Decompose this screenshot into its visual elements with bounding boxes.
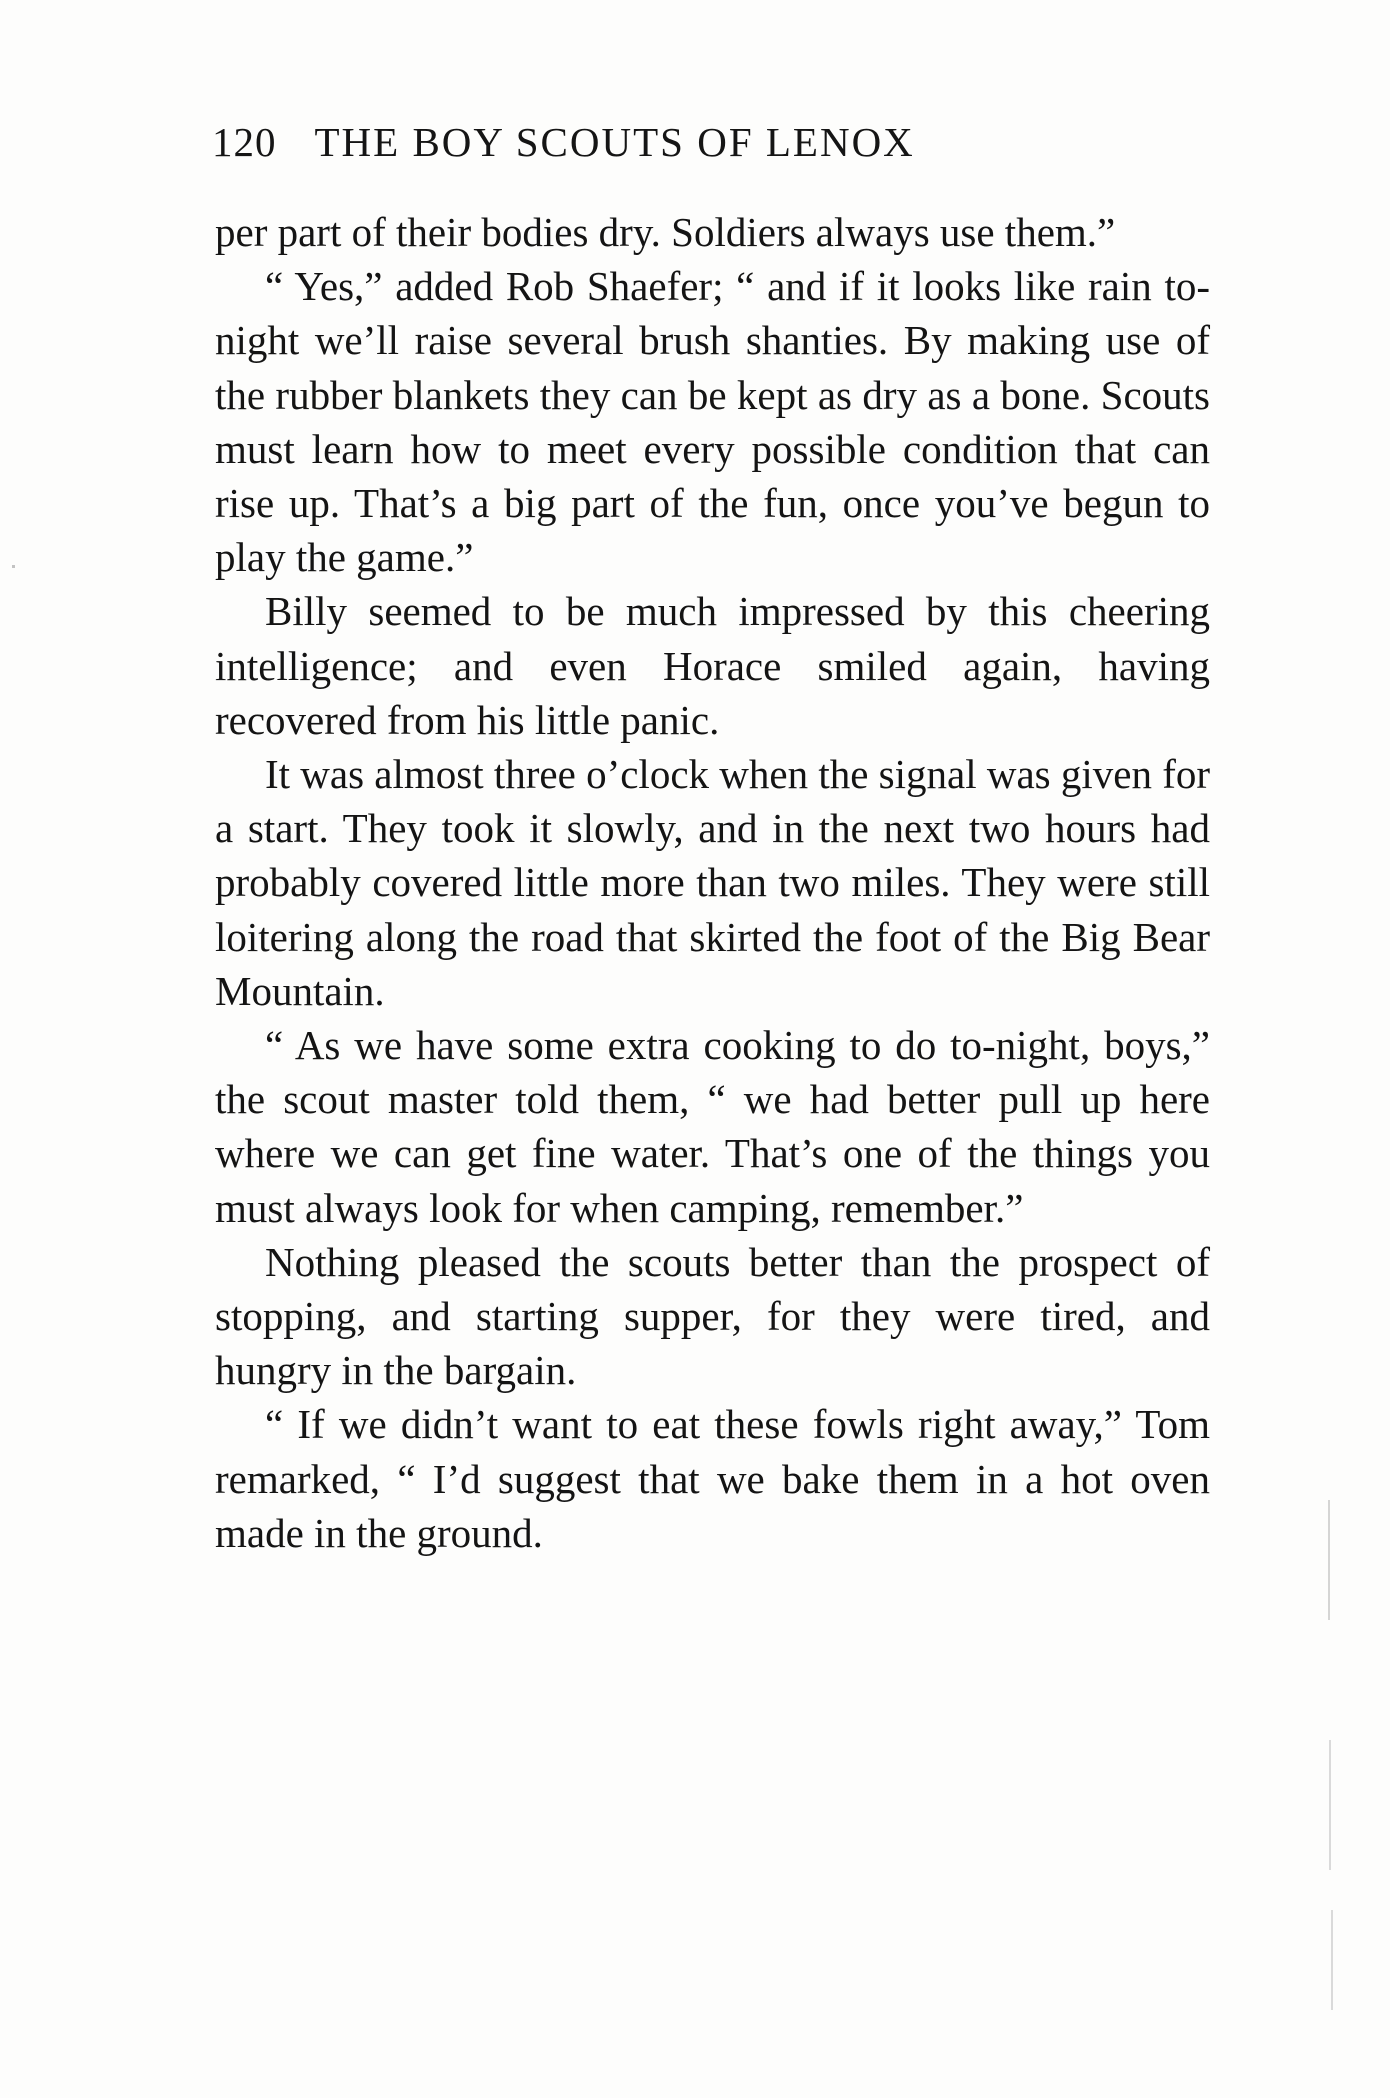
running-title: THE BOY SCOUTS OF LENOX: [314, 119, 915, 165]
running-head: [212, 118, 1212, 166]
paragraph: Nothing pleased the scouts better than the prospect of stopping, and starting supper, for they were tired, and hungry in the bargain.: [215, 1238, 1210, 1394]
paragraph: Billy seemed to be much impressed by this cheering intelligence; and even Horace smiled again, having recovered from his little panic.: [215, 588, 1210, 743]
paragraph: “ Yes,” added Rob Shaefer; “ and if it looks like rain to-night we’ll raise several brush shanties. By making use of the rubber blankets they can be kept as dry as a bone. Scouts must learn how to meet every possible condition that can rise up. That’s a big part of the fun, once you’ve begun to play the game.”: [215, 263, 1210, 581]
paragraph: per part of their bodies dry. Soldiers always use them.”: [215, 209, 1116, 255]
scan-edge-mark: [1331, 1910, 1333, 2010]
page-number: 120: [212, 119, 277, 165]
body-text: [215, 205, 1210, 1560]
paragraph: It was almost three o’clock when the signal was given for a start. They took it slowly, and in the next two hours had probably covered little more than two miles. They were still loitering along the road that skirted the foot of the Big Bear Mountain.: [215, 751, 1211, 1014]
scan-dot-mark: [12, 565, 15, 568]
scan-edge-mark: [1329, 1740, 1331, 1870]
scan-edge-mark: [1328, 1500, 1330, 1620]
paragraph: “ As we have some extra cooking to do to-night, boys,” the scout master told them, “ we had better pull up here where we can get fine water. That’s one of the things you must always look for when camping, remember.”: [215, 1022, 1210, 1231]
paragraph: “ If we didn’t want to eat these fowls right away,” Tom remarked, “ I’d suggest that we bake them in a hot oven made in the ground.: [215, 1401, 1210, 1556]
